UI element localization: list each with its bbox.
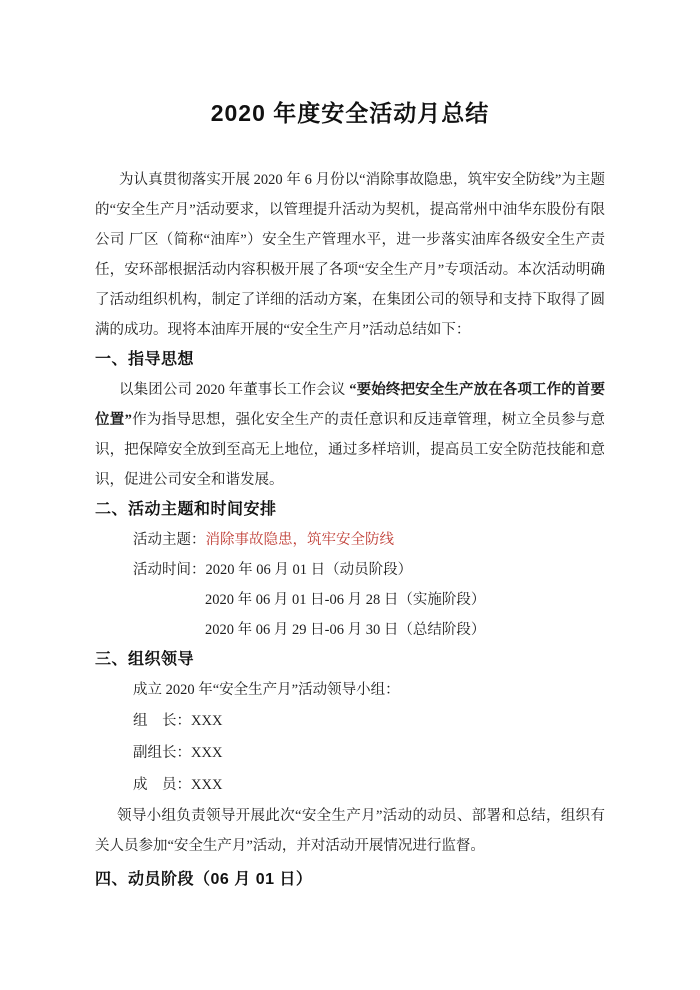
section-1-heading: 一、指导思想 (95, 351, 195, 368)
section-1-paragraph (95, 375, 605, 495)
role-members-label: 成 员： (133, 777, 191, 793)
section-1-text-bold-quote: “要始终把安全生产放在各项工作的首要位置” (95, 382, 606, 428)
activity-theme-line (95, 525, 605, 555)
activity-theme-label: 活动主题： (133, 532, 206, 548)
role-members-value: XXX (191, 777, 223, 793)
activity-time-line-2: 2020 年 06 月 01 日-06 月 28 日（实施阶段） (205, 592, 486, 608)
section-4-heading: 四、动员阶段（06 月 01 日） (95, 871, 313, 888)
leading-group-duty-paragraph: 领导小组负责领导开展此次“安全生产月”活动的动员、部署和总结，组织有关人员参加“安全生产月”活动，并对活动开展情况进行监督。 (95, 808, 605, 854)
role-line-leader (95, 705, 605, 737)
activity-time-line-1 (95, 555, 605, 585)
activity-time-line-3: 2020 年 06 月 29 日-06 月 30 日（总结阶段） (205, 622, 486, 638)
role-line-members (95, 769, 605, 801)
page-title: 2020 年度安全活动月总结 (210, 100, 490, 126)
activity-time-label: 活动时间： (133, 562, 206, 578)
activity-theme-value: 消除事故隐患，筑牢安全防线 (205, 532, 394, 548)
section-3-heading: 三、组织领导 (95, 651, 195, 668)
role-line-deputy (95, 737, 605, 769)
section-1-text-normal-post: 作为指导思想，强化安全生产的责任意识和反违章管理，树立全员参与意识，把保障安全放到至高无上地位，通过多样培训，提高员工安全防范技能和意识，促进公司安全和谐发展。 (95, 412, 606, 488)
section-2-heading: 二、活动主题和时间安排 (95, 501, 277, 518)
role-deputy-label: 副组长： (133, 745, 191, 761)
section-1-text-normal-pre: 以集团公司 2020 年董事长工作会议 (119, 382, 350, 398)
intro-paragraph: 为认真贯彻落实开展 2020 年 6 月份以“消除事故隐患，筑牢安全防线”为主题的“安全生产月”活动要求，以管理提升活动为契机，提高常州中油华东股份有限公司 厂区（简称“油库”）安全生产管理水平，进一步落实油库各级安全生产责任，安环部根据活动内容积极开展了各项“安全生产月”专项活动。本次活动明确了活动组织机构，制定了详细的活动方案，在集团公司的领导和支持下取得了圆满的成功。现将本油库开展的“安全生产月”活动总结如下： (95, 172, 605, 338)
leading-group-setup-line: 成立 2020 年“安全生产月”活动领导小组： (133, 682, 400, 698)
role-leader-value: XXX (191, 713, 223, 729)
role-deputy-value: XXX (191, 745, 223, 761)
role-leader-label: 组 长： (133, 713, 191, 729)
activity-time-value-1: 2020 年 06 月 01 日（动员阶段） (205, 562, 413, 578)
